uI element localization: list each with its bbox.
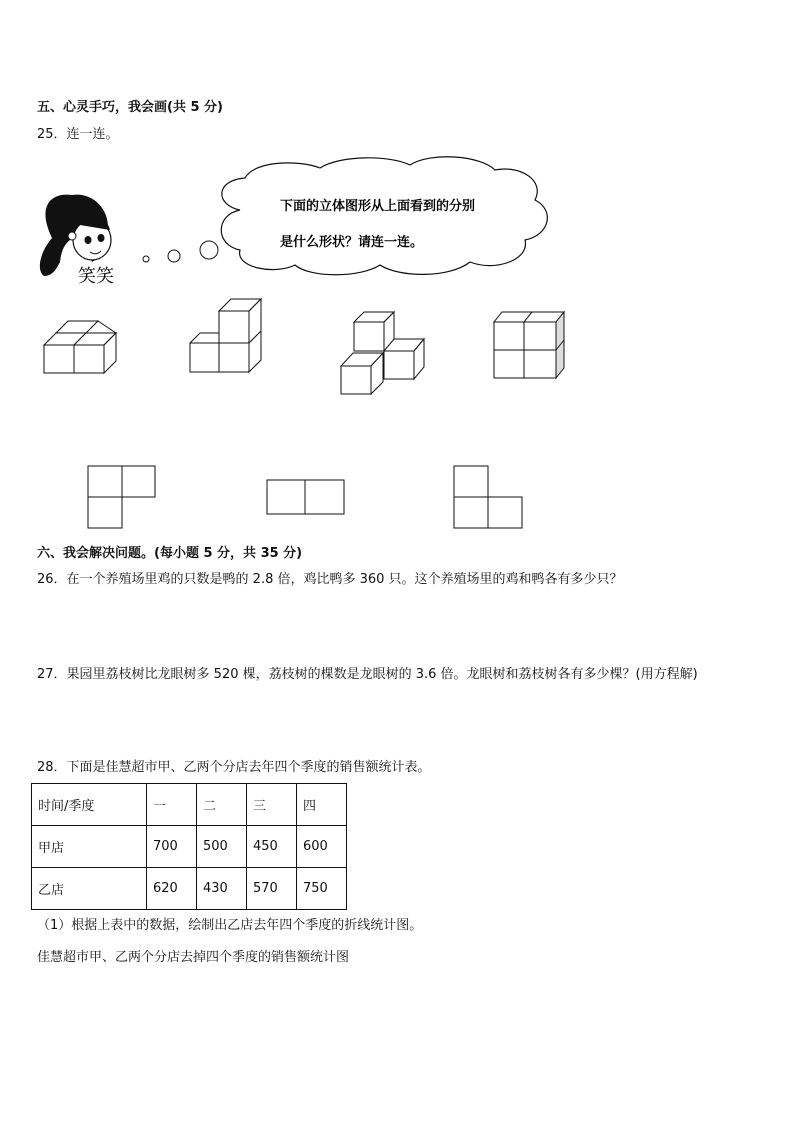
table-cell: 700: [147, 826, 197, 868]
question-26: 26．在一个养殖场里鸡的只数是鸭的 2.8 倍，鸡比鸭多 360 只。这个养殖场里的鸡和鸭各有多少只？: [37, 572, 623, 587]
thought-bubble-medium: [168, 250, 180, 262]
question-28-part-1: （1）根据上表中的数据，绘制出乙店去年四个季度的折线统计图。: [37, 918, 423, 933]
table-header-cell: 四: [297, 784, 347, 826]
table-row: [32, 826, 347, 868]
table-header-cell: 一: [147, 784, 197, 826]
solid-figure-3: [341, 312, 424, 394]
table-cell: 500: [197, 826, 247, 868]
section6-heading: 六、我会解决问题。(每小题 5 分，共 35 分): [37, 546, 303, 561]
table-cell: 450: [247, 826, 297, 868]
table-cell: 620: [147, 868, 197, 910]
table-row: [32, 868, 347, 910]
sales-table: [31, 783, 347, 910]
chart-title: 佳慧超市甲、乙两个分店去掉四个季度的销售额统计图: [37, 950, 350, 965]
section5-heading: 五、心灵手巧，我会画(共 5 分): [37, 100, 223, 115]
thought-bubble-small: [143, 256, 149, 262]
table-cell: 600: [297, 826, 347, 868]
table-cell: 甲店: [32, 826, 147, 868]
solid-figure-1: [44, 321, 116, 373]
top-view-shape-1: [88, 466, 155, 528]
thought-bubble-large: [200, 241, 218, 259]
girl-illustration: [40, 195, 111, 276]
speech-line-1: 下面的立体图形从上面看到的分别: [280, 199, 476, 214]
table-header-row: [32, 784, 347, 826]
table-header-cell: 三: [247, 784, 297, 826]
speech-line-2: 是什么形状？请连一连。: [280, 235, 424, 250]
solid-figure-4: [494, 312, 564, 378]
table-cell: 430: [197, 868, 247, 910]
speech-cloud: [221, 157, 547, 275]
question-28: 28．下面是佳慧超市甲、乙两个分店去年四个季度的销售额统计表。: [37, 760, 431, 775]
girl-name-label: 笑笑: [78, 266, 114, 287]
table-cell: 乙店: [32, 868, 147, 910]
top-view-shape-3: [454, 466, 522, 528]
top-view-shape-2: [267, 480, 344, 514]
question-25: 25．连一连。: [37, 127, 119, 142]
table-header-cell: 二: [197, 784, 247, 826]
table-cell: 570: [247, 868, 297, 910]
table-cell: 750: [297, 868, 347, 910]
question-27: 27．果园里荔枝树比龙眼树多 520 棵，荔枝树的棵数是龙眼树的 3.6 倍。龙眼树和荔枝树各有多少棵？(用方程解): [37, 667, 698, 682]
table-header-cell: 时间/季度: [32, 784, 147, 826]
solid-figure-2: [190, 299, 261, 372]
